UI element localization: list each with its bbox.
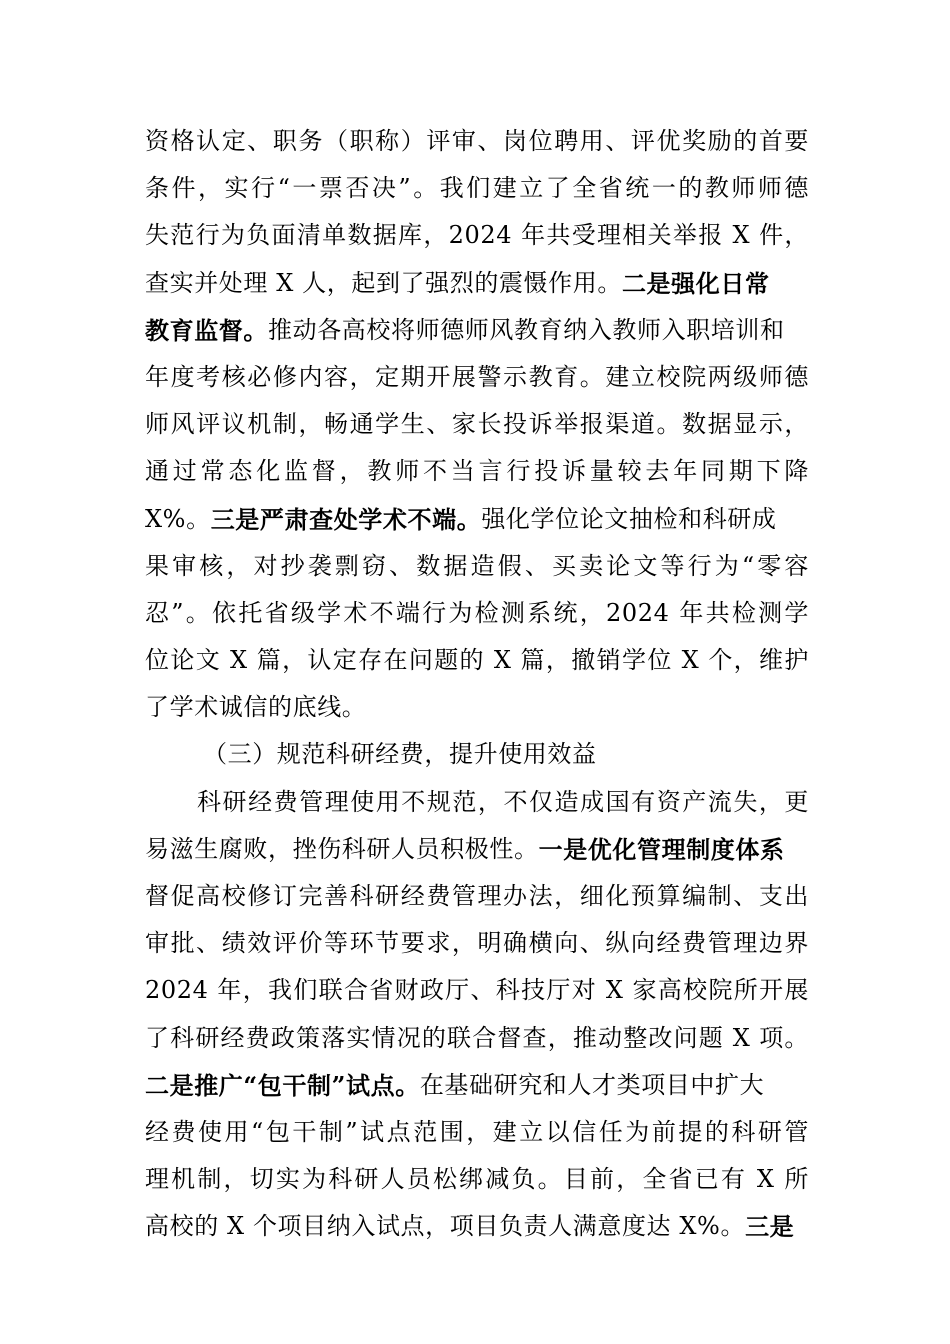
text-line: [145, 967, 809, 1014]
text-segment: 经费使用“包干制”试点范围，建立以信任为前提的科研管: [145, 1117, 809, 1146]
text-line: [145, 354, 809, 401]
bold-text-segment: 二是强化日常: [621, 268, 770, 298]
text-line: [145, 920, 809, 967]
text-segment: 果审核，对抄袭剽窃、数据造假、买卖论文等行为“零容: [145, 551, 809, 580]
text-segment: 督促高校修订完善科研经费管理办法，细化预算编制、支出: [145, 882, 809, 910]
text-segment: 了科研经费政策落实情况的联合督查，推动整改问题 X 项。: [145, 1023, 809, 1052]
text-line: [145, 1109, 809, 1156]
text-line: [145, 684, 809, 731]
text-segment: 查实并处理 X 人，起到了强烈的震慑作用。: [145, 268, 622, 297]
text-segment: 忍”。依托省级学术不端行为检测系统，2024 年共检测学: [145, 598, 809, 627]
text-line: [145, 401, 809, 448]
section-heading-text: （三）规范科研经费，提升使用效益: [203, 740, 597, 769]
text-line: [145, 212, 809, 259]
text-segment: 通过常态化监督，教师不当言行投诉量较去年同期下降: [145, 457, 809, 486]
text-line: [145, 307, 809, 354]
bold-text-segment: 三是严肃查处学术不端。: [210, 504, 482, 534]
bold-text-segment: 教育监督。: [145, 315, 268, 345]
text-line: [145, 543, 809, 590]
text-line: [145, 873, 809, 920]
text-segment: 资格认定、职务（职称）评审、岗位聘用、评优奖励的首要: [145, 127, 809, 155]
text-segment: 失范行为负面清单数据库，2024 年共受理相关举报 X 件，: [145, 221, 809, 250]
body-text: [145, 118, 809, 1251]
text-segment: 科研经费管理使用不规范，不仅造成国有资产流失，更: [197, 787, 809, 816]
text-line: [145, 1203, 809, 1250]
text-segment: 推动各高校将师德师风教育纳入教师入职培训和: [268, 315, 785, 344]
text-line: [145, 590, 809, 637]
bold-text-segment: 一是优化管理制度体系: [538, 834, 785, 864]
text-line: [145, 118, 809, 165]
text-line: [145, 496, 809, 543]
text-segment: 理机制，切实为科研人员松绑减负。目前，全省已有 X 所: [145, 1165, 809, 1194]
text-line: [145, 1062, 809, 1109]
section-heading: [145, 731, 809, 778]
text-line: [145, 826, 809, 873]
text-line: [145, 779, 809, 826]
text-line: [145, 260, 809, 307]
text-line: [145, 448, 809, 495]
text-segment: 审批、绩效评价等环节要求，明确横向、纵向经费管理边界: [145, 929, 809, 958]
text-segment: 在基础研究和人才类项目中扩大: [419, 1070, 765, 1099]
text-line: [145, 165, 809, 212]
text-segment: 条件，实行“一票否决”。我们建立了全省统一的教师师德: [145, 174, 809, 203]
text-line: [145, 637, 809, 684]
text-line: [145, 1156, 809, 1203]
text-segment: 易滋生腐败，挫伤科研人员积极性。: [145, 834, 539, 863]
text-segment: 2024 年，我们联合省财政厅、科技厅对 X 家高校院所开展: [145, 976, 809, 1005]
text-segment: X%。: [145, 504, 211, 533]
text-segment: 位论文 X 篇，认定存在问题的 X 篇，撤销学位 X 个，维护: [145, 646, 809, 675]
bold-text-segment: 三是: [745, 1212, 795, 1242]
text-segment: 师风评议机制，畅通学生、家长投诉举报渠道。数据显示，: [145, 410, 809, 439]
text-segment: 年度考核必修内容，定期开展警示教育。建立校院两级师德: [145, 362, 809, 391]
text-segment: 高校的 X 个项目纳入试点，项目负责人满意度达 X%。: [145, 1212, 746, 1241]
text-segment: 强化学位论文抽检和科研成: [481, 504, 777, 533]
text-segment: 了学术诚信的底线。: [145, 693, 367, 722]
text-line: [145, 1015, 809, 1062]
bold-text-segment: 二是推广“包干制”试点。: [145, 1070, 420, 1100]
